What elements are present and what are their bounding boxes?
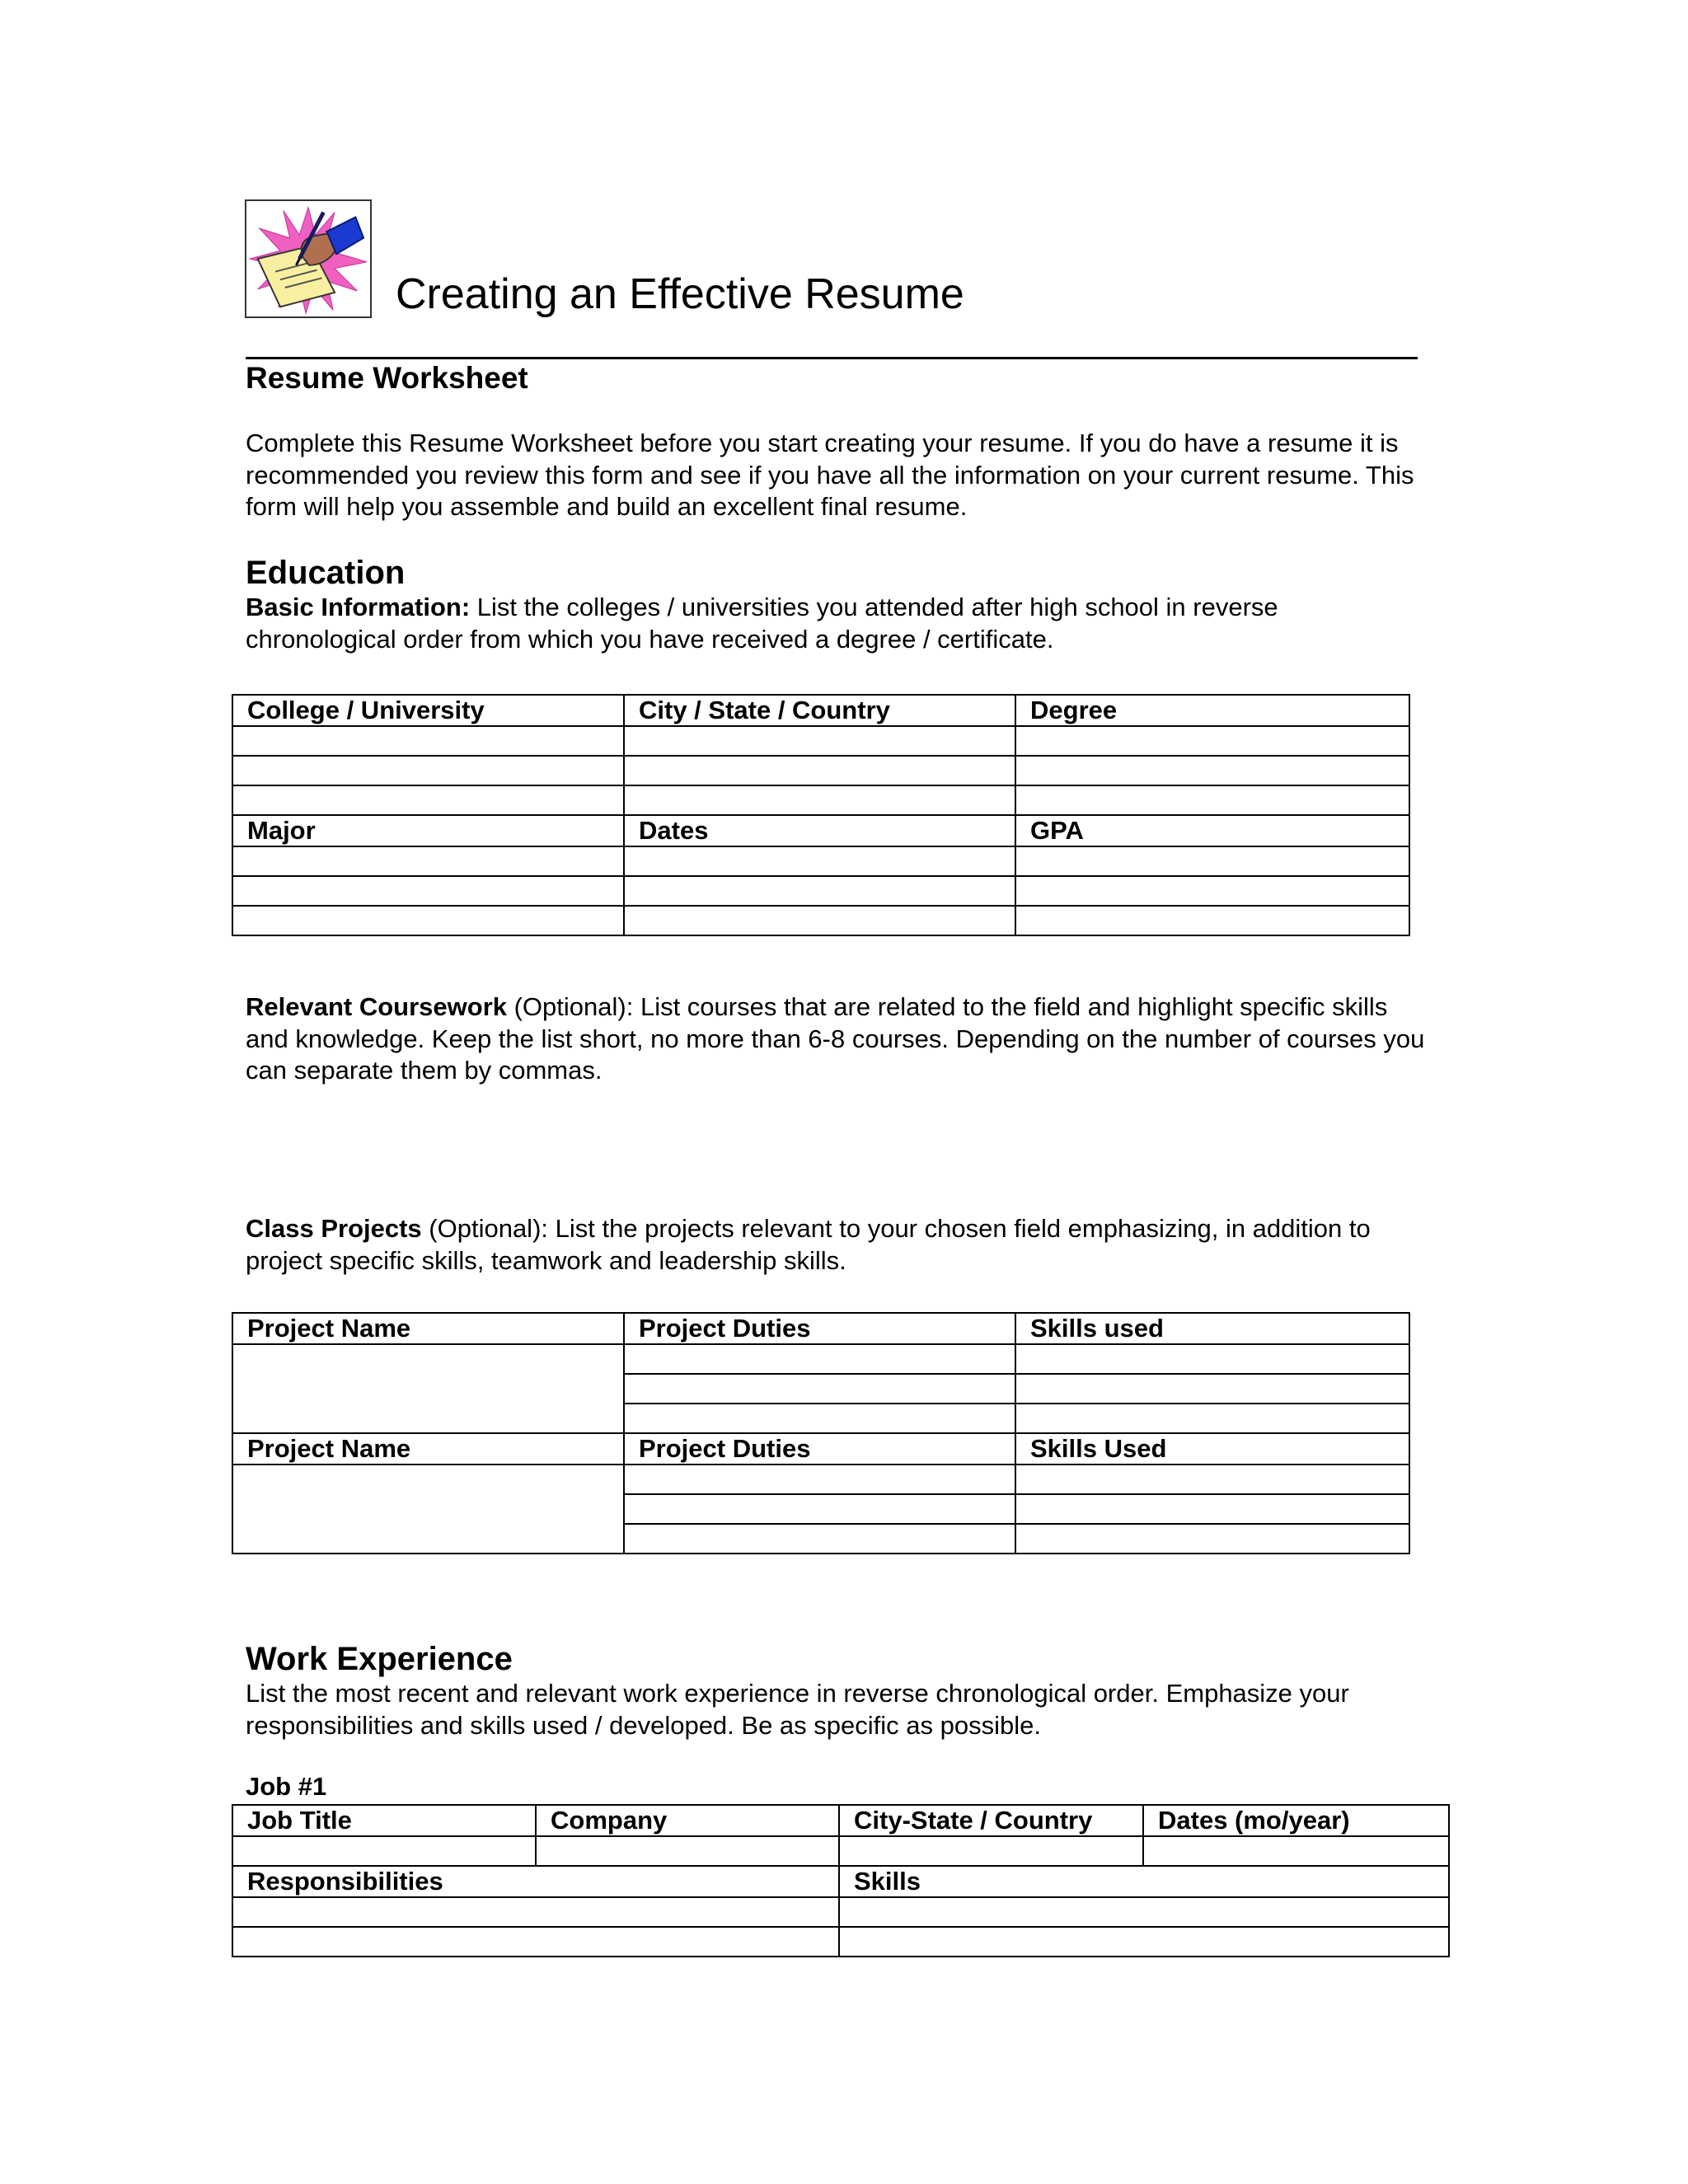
worksheet-intro: Complete this Resume Worksheet before you start creating your resume. If you do have a resume it is recommended you review this form and see if you have all the information on your current resume. This form will help you assemble and build an excellent final resume. xyxy=(246,429,1414,521)
city-input-cell[interactable] xyxy=(624,785,1015,815)
job-table xyxy=(232,1804,1450,1957)
writing-hand-icon xyxy=(246,201,370,316)
project-duties-input-cell[interactable] xyxy=(624,1494,1015,1524)
header-responsibilities: Responsibilities xyxy=(232,1866,839,1897)
work-heading: Work Experience xyxy=(246,1641,513,1677)
projects-label: Class Projects xyxy=(246,1214,422,1243)
table-row xyxy=(232,1313,1409,1344)
job-label: Job #1 xyxy=(246,1772,327,1801)
coursework-text: (Optional): List courses that are related to the field and highlight specific skills and knowledge. Keep the list short, no more than 6-8 courses. Depending on the number of courses you can separate them by commas. xyxy=(246,992,1425,1085)
college-input-cell[interactable] xyxy=(232,726,624,756)
dates-input-cell[interactable] xyxy=(1143,1836,1449,1866)
company-input-cell[interactable] xyxy=(536,1836,839,1866)
city-state-input-cell[interactable] xyxy=(839,1836,1143,1866)
header-skills: Skills xyxy=(839,1866,1449,1897)
college-input-cell[interactable] xyxy=(232,785,624,815)
header-college: College / University xyxy=(232,695,624,726)
header-skills-used: Skills Used xyxy=(1015,1433,1409,1465)
table-row xyxy=(232,726,1409,756)
header-degree: Degree xyxy=(1015,695,1409,726)
header-city-state: City-State / Country xyxy=(839,1805,1143,1836)
header-city: City / State / Country xyxy=(624,695,1015,726)
gpa-input-cell[interactable] xyxy=(1015,876,1409,906)
table-row xyxy=(232,1897,1449,1927)
table-row xyxy=(232,695,1409,726)
degree-input-cell[interactable] xyxy=(1015,756,1409,785)
project-duties-input-cell[interactable] xyxy=(624,1524,1015,1554)
degree-input-cell[interactable] xyxy=(1015,785,1409,815)
college-input-cell[interactable] xyxy=(232,756,624,785)
project-duties-input-cell[interactable] xyxy=(624,1404,1015,1433)
table-row xyxy=(232,876,1409,906)
header-dates: Dates (mo/year) xyxy=(1143,1805,1449,1836)
project-duties-input-cell[interactable] xyxy=(624,1465,1015,1494)
dates-input-cell[interactable] xyxy=(624,846,1015,876)
major-input-cell[interactable] xyxy=(232,906,624,935)
table-row xyxy=(232,756,1409,785)
skills-input-cell[interactable] xyxy=(839,1927,1449,1957)
header-project-name: Project Name xyxy=(232,1313,624,1344)
project-name-input-cell[interactable] xyxy=(232,1344,624,1433)
table-row xyxy=(232,1465,1409,1494)
project-name-input-cell[interactable] xyxy=(232,1465,624,1554)
city-input-cell[interactable] xyxy=(624,726,1015,756)
table-row xyxy=(232,815,1409,846)
gpa-input-cell[interactable] xyxy=(1015,846,1409,876)
header-dates: Dates xyxy=(624,815,1015,846)
city-input-cell[interactable] xyxy=(624,756,1015,785)
coursework-label: Relevant Coursework xyxy=(246,992,507,1021)
skills-input-cell[interactable] xyxy=(1015,1465,1409,1494)
skills-input-cell[interactable] xyxy=(839,1897,1449,1927)
projects-paragraph xyxy=(246,1213,1432,1277)
projects-text: (Optional): List the projects relevant to your chosen field emphasizing, in addition to project specific skills, teamwork and leadership skills. xyxy=(246,1214,1371,1275)
header-company: Company xyxy=(536,1805,839,1836)
skills-input-cell[interactable] xyxy=(1015,1494,1409,1524)
header-job-title: Job Title xyxy=(232,1805,536,1836)
header-project-name: Project Name xyxy=(232,1433,624,1465)
dates-input-cell[interactable] xyxy=(624,876,1015,906)
basic-info-label: Basic Information: xyxy=(246,593,471,621)
project-duties-input-cell[interactable] xyxy=(624,1344,1015,1374)
header-project-duties: Project Duties xyxy=(624,1433,1015,1465)
dates-input-cell[interactable] xyxy=(624,906,1015,935)
table-row xyxy=(232,1927,1449,1957)
coursework-paragraph xyxy=(246,991,1432,1087)
skills-input-cell[interactable] xyxy=(1015,1374,1409,1404)
header-major: Major xyxy=(232,815,624,846)
table-row xyxy=(232,1433,1409,1465)
responsibilities-input-cell[interactable] xyxy=(232,1927,839,1957)
skills-input-cell[interactable] xyxy=(1015,1404,1409,1433)
projects-table xyxy=(232,1312,1410,1554)
page-title: Creating an Effective Resume xyxy=(396,270,964,318)
table-row xyxy=(232,1344,1409,1374)
worksheet-heading: Resume Worksheet xyxy=(246,361,528,395)
education-heading: Education xyxy=(246,555,406,591)
gpa-input-cell[interactable] xyxy=(1015,906,1409,935)
table-row xyxy=(232,846,1409,876)
major-input-cell[interactable] xyxy=(232,876,624,906)
job-title-input-cell[interactable] xyxy=(232,1836,536,1866)
education-table xyxy=(232,694,1410,936)
major-input-cell[interactable] xyxy=(232,846,624,876)
table-row xyxy=(232,1866,1449,1897)
title-divider xyxy=(246,357,1418,359)
responsibilities-input-cell[interactable] xyxy=(232,1897,839,1927)
header-skills-used: Skills used xyxy=(1015,1313,1409,1344)
table-row xyxy=(232,1836,1449,1866)
table-row xyxy=(232,1805,1449,1836)
education-basic-info xyxy=(246,592,1432,655)
logo-box xyxy=(245,199,372,318)
table-row xyxy=(232,785,1409,815)
project-duties-input-cell[interactable] xyxy=(624,1374,1015,1404)
skills-input-cell[interactable] xyxy=(1015,1524,1409,1554)
header-project-duties: Project Duties xyxy=(624,1313,1015,1344)
skills-input-cell[interactable] xyxy=(1015,1344,1409,1374)
basic-info-text: List the colleges / universities you attended after high school in reverse chronological order from which you have received a degree / certificate. xyxy=(246,593,1278,654)
table-row xyxy=(232,906,1409,935)
work-text: List the most recent and relevant work experience in reverse chronological order. Emphasize your responsibilities and skills used / developed. Be as specific as possible. xyxy=(246,1679,1349,1740)
header-gpa: GPA xyxy=(1015,815,1409,846)
degree-input-cell[interactable] xyxy=(1015,726,1409,756)
